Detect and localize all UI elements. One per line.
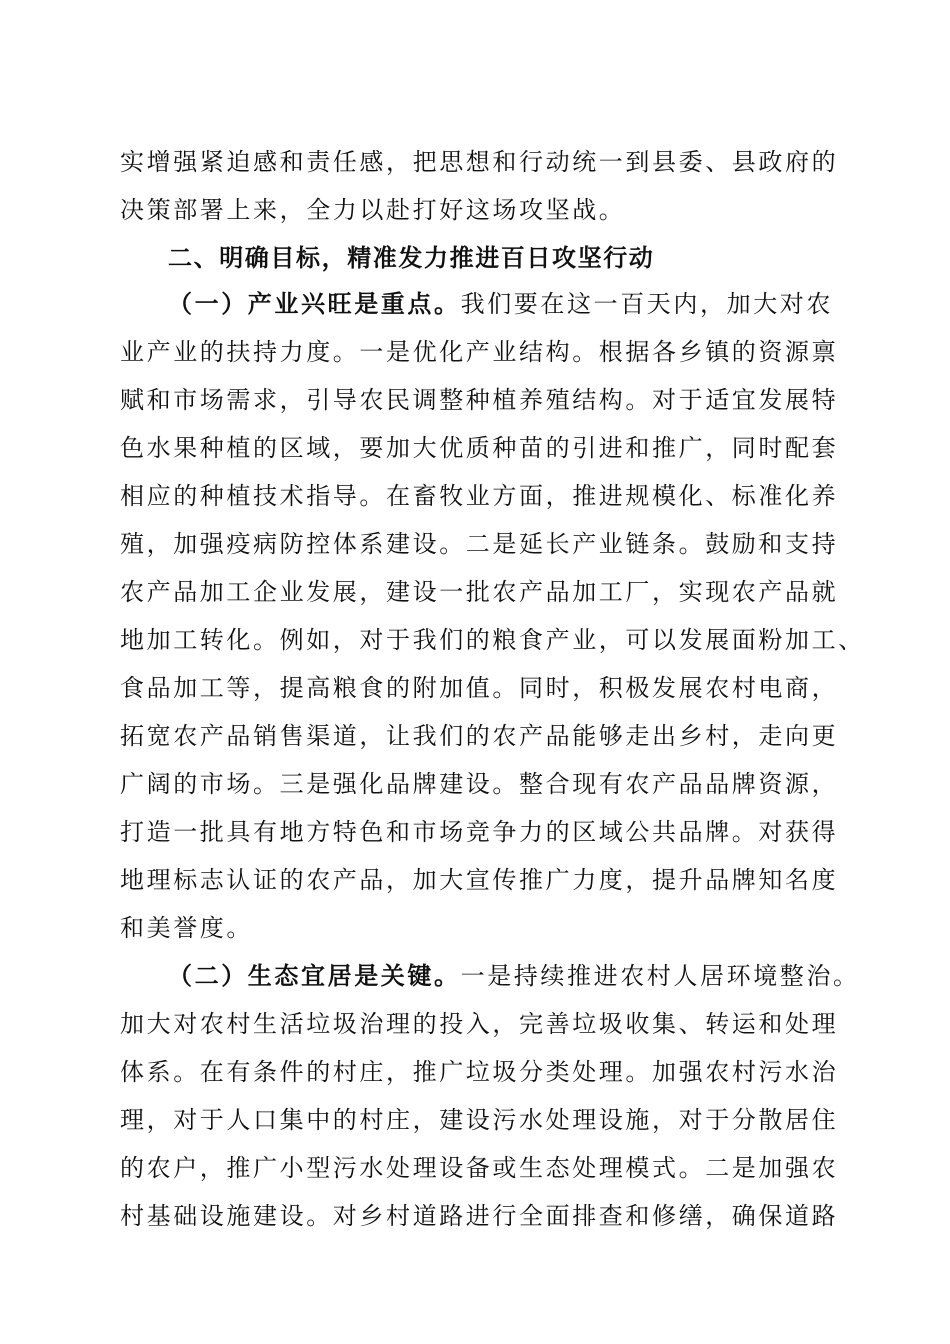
text-line: 打造一批具有地方特色和市场竞争力的区域公共品牌。对获得 <box>120 818 839 846</box>
subsection-first-line-rest: 我们要在这一百天内，加大对农 <box>460 290 834 318</box>
text-line: 的农户，推广小型污水处理设备或生态处理模式。二是加强农 <box>120 1154 839 1182</box>
text-line: 和美誉度。 <box>120 914 253 942</box>
text-line: 食品加工等，提高粮食的附加值。同时，积极发展农村电商， <box>120 674 839 702</box>
text-line: 业产业的扶持力度。一是优化产业结构。根据各乡镇的资源禀 <box>120 338 839 366</box>
section-heading: 二、明确目标，精准发力推进百日攻坚行动 <box>168 244 655 272</box>
text-line: 实增强紧迫感和责任感，把思想和行动统一到县委、县政府的 <box>120 148 839 176</box>
subsection-first-line <box>168 284 833 324</box>
subsection-lead: （二）生态宜居是关键。 <box>168 961 461 990</box>
text-line: 相应的种植技术指导。在畜牧业方面，推进规模化、标准化养 <box>120 482 839 510</box>
subsection-first-line-rest: 一是持续推进农村人居环境整治。 <box>460 962 860 990</box>
text-line: 村基础设施建设。对乡村道路进行全面排查和修缮，确保道路 <box>120 1202 839 1230</box>
text-line: 农产品加工企业发展，建设一批农产品加工厂，实现农产品就 <box>120 578 839 606</box>
text-line: 赋和市场需求，引导农民调整种植养殖结构。对于适宜发展特 <box>120 386 839 414</box>
text-line: 殖，加强疫病防控体系建设。二是延长产业链条。鼓励和支持 <box>120 530 839 558</box>
text-line: 体系。在有条件的村庄，推广垃圾分类处理。加强农村污水治 <box>120 1058 839 1086</box>
text-line: 决策部署上来，全力以赴打好这场攻坚战。 <box>120 196 626 224</box>
text-line: 理，对于人口集中的村庄，建设污水处理设施，对于分散居住 <box>120 1106 839 1134</box>
text-line: 拓宽农产品销售渠道，让我们的农产品能够走出乡村，走向更 <box>120 722 839 750</box>
text-line: 地理标志认证的农产品，加大宣传推广力度，提升品牌知名度 <box>120 866 839 894</box>
subsection-lead: （一）产业兴旺是重点。 <box>168 289 461 318</box>
subsection-first-line <box>168 956 860 996</box>
text-line: 地加工转化。例如，对于我们的粮食产业，可以发展面粉加工、 <box>120 626 865 654</box>
text-line: 加大对农村生活垃圾治理的投入，完善垃圾收集、转运和处理 <box>120 1010 839 1038</box>
text-line: 色水果种植的区域，要加大优质种苗的引进和推广，同时配套 <box>120 434 839 462</box>
text-line: 广阔的市场。三是强化品牌建设。整合现有农产品品牌资源， <box>120 770 839 798</box>
